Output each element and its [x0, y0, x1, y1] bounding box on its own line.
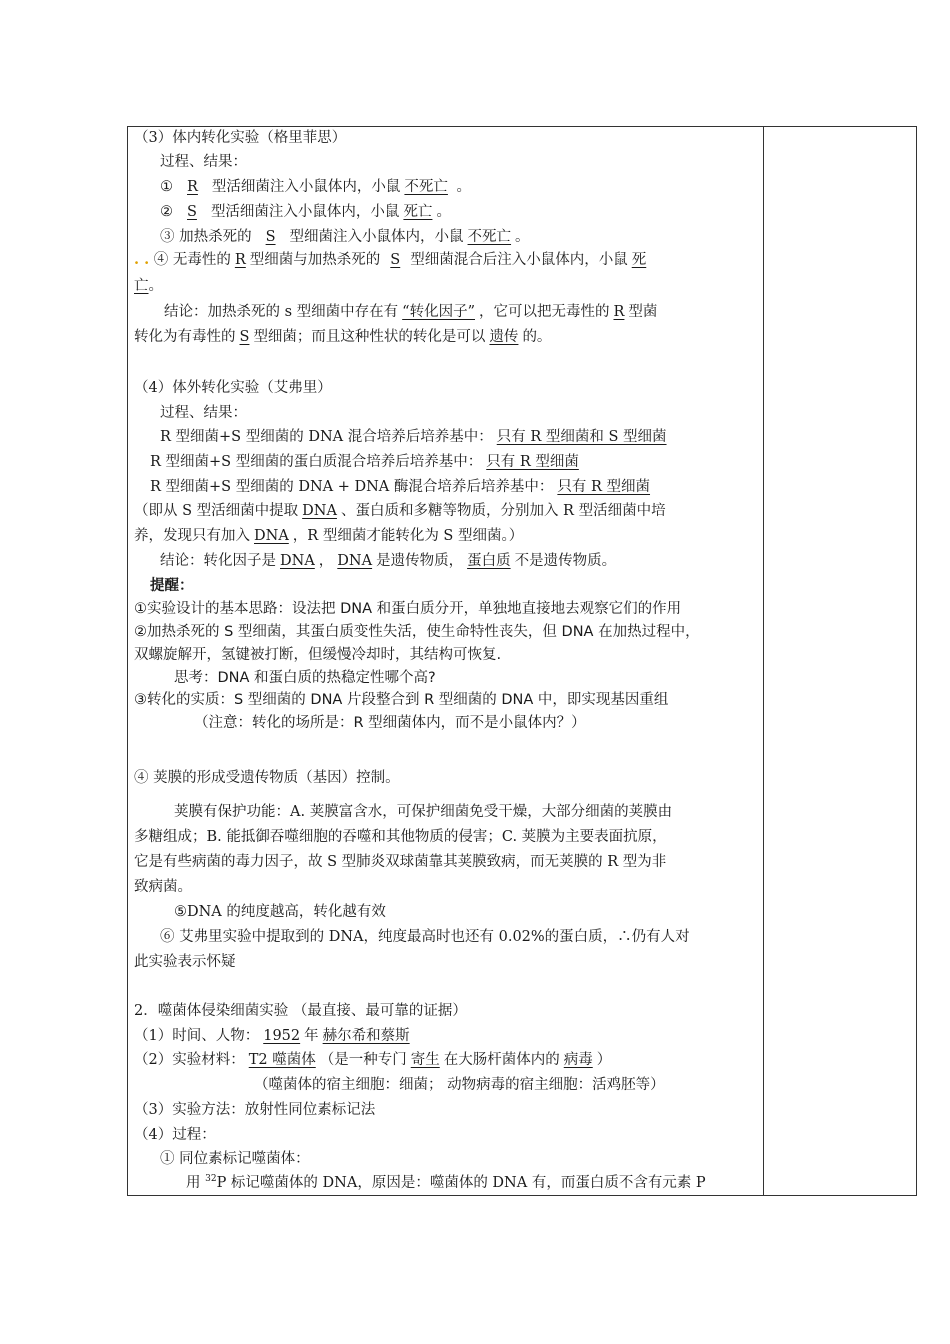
text: 的。 [522, 329, 552, 345]
blank-answer: S [187, 204, 197, 220]
phage-title: 2．噬菌体侵染细菌实验 （最直接、最可靠的证据） [134, 1003, 467, 1019]
text: 。 [148, 278, 163, 294]
text: ） [596, 1052, 612, 1068]
text: ② [160, 204, 173, 220]
bullet-dot: . . [134, 251, 150, 268]
blank-answer: 蛋白质 [467, 553, 511, 569]
text: R 型细菌+S 型细菌的蛋白质混合培养后培养基中： [150, 454, 483, 470]
capsule-desc-4: 致病菌。 [134, 879, 192, 895]
blank-answer: R [613, 304, 625, 320]
blank-answer: 只有 R 型细菌 [486, 454, 579, 470]
text: 。 [436, 204, 451, 220]
capsule-point-4: ④ 荚膜的形成受遗传物质（基因）控制。 [134, 770, 400, 786]
remind-note: （注意：转化的场所是：R 型细菌体内，而不是小鼠体内？） [194, 715, 586, 731]
column-divider [763, 126, 764, 1196]
blank-answer: 亡 [134, 278, 149, 294]
text: （1）时间、人物： [134, 1028, 260, 1044]
text: （2）实验材料： [134, 1052, 245, 1068]
blank-answer: DNA [280, 553, 315, 569]
result-line-1 [160, 177, 471, 197]
blank-answer: S [265, 229, 276, 245]
blank-answer: DNA [337, 553, 373, 569]
blank-answer: 只有 R 型细菌 [557, 479, 651, 495]
result-line-4-cont [134, 276, 163, 296]
phage-material [134, 1050, 611, 1070]
result-row-2 [150, 452, 583, 472]
blank-answer: 1952 [263, 1028, 301, 1044]
remind-think: 思考：DNA 和蛋白质的热稳定性哪个高? [174, 670, 436, 686]
text: ④ 无毒性的 [153, 252, 231, 268]
blank-answer: 不死亡 [404, 179, 448, 195]
text: 在大肠杆菌体内的 [443, 1052, 560, 1068]
note-line-1 [134, 501, 666, 521]
conclusion-line-1 [164, 302, 657, 322]
text: 型活细菌注入小鼠体内，小鼠 [211, 179, 401, 195]
remind-point-2a: ②加热杀死的 S 型细菌，其蛋白质变性失活，使生命特性丧失，但 DNA 在加热过程中， [134, 624, 700, 640]
blank-answer: DNA [302, 503, 337, 519]
phage-label-line [186, 1173, 706, 1193]
capsule-point-5: ⑤DNA 的纯度越高，转化越有效 [174, 904, 386, 920]
text: 年 [304, 1028, 319, 1044]
result-row-1 [160, 427, 671, 447]
section-4-process: 过程、结果： [160, 405, 247, 421]
blank-answer: DNA [254, 528, 289, 544]
capsule-desc-1: 荚膜有保护功能：A. 荚膜富含水，可保护细菌免受干燥，大部分细菌的荚膜由 [174, 804, 673, 820]
text: 型细菌；而且这种性状的转化是可以 [253, 329, 486, 345]
text: 、蛋白质和多糖等物质，分别加入 R 型活细菌中培 [340, 503, 666, 519]
text: ，R 型细菌才能转化为 S 型细菌。） [292, 528, 524, 544]
result-line-4 [134, 250, 650, 270]
text: ，它可以把无毒性的 [479, 304, 610, 320]
phage-host: （噬菌体的宿主细胞：细菌； 动物病毒的宿主细胞：活鸡胚等） [254, 1077, 665, 1093]
phage-time-people [134, 1026, 414, 1046]
section-4-title: （4）体外转化实验（艾弗里） [134, 380, 332, 396]
result-line-3 [160, 227, 530, 247]
text: 是遗传物质， [376, 553, 464, 569]
remind-point-1: ①实验设计的基本思路：设法把 DNA 和蛋白质分开，单独地直接地去观察它们的作用 [134, 601, 682, 617]
text: 。 [515, 229, 530, 245]
text: P 标记噬菌体的 DNA，原因是：噬菌体的 DNA 有，而蛋白质不含有元素 P [216, 1175, 706, 1191]
isotope-superscript: 32 [205, 1174, 217, 1185]
text: 型细菌注入小鼠体内，小鼠 [289, 229, 464, 245]
result-line-2 [160, 202, 451, 222]
conclusion-line-2 [134, 327, 551, 347]
blank-answer: 赫尔希和蔡斯 [322, 1028, 410, 1044]
text: （即从 S 型活细菌中提取 [134, 503, 299, 519]
text: ③ 加热杀死的 [160, 229, 252, 245]
capsule-desc-2: 多糖组成；B. 能抵御吞噬细胞的吞噬和其他物质的侵害；C. 荚膜为主要表面抗原， [134, 829, 667, 845]
text: 型细菌与加热杀死的 [249, 252, 381, 268]
blank-answer: 不死亡 [467, 229, 512, 245]
phage-step-1: ① 同位素标记噬菌体： [160, 1151, 310, 1167]
note-line-2 [134, 526, 523, 546]
blank-answer: “转化因子” [402, 304, 475, 320]
text: 转化为有毒性的 [134, 329, 236, 345]
remind-point-3: ③转化的实质：S 型细菌的 DNA 片段整合到 R 型细菌的 DNA 中，即实现基因重组 [134, 692, 669, 708]
text: 结论：加热杀死的 s 型细菌中存在有 [164, 304, 399, 320]
text: R 型细菌+S 型细菌的 DNA + DNA 酶混合培养后培养基中： [150, 479, 554, 495]
text: 结论：转化因子是 [160, 553, 276, 569]
section-3-title: （3）体内转化实验（格里菲思） [134, 130, 347, 146]
result-row-3 [150, 477, 654, 497]
blank-answer: 病毒 [563, 1052, 593, 1068]
text: ， [318, 553, 334, 569]
blank-answer: 死 [631, 252, 647, 268]
text: 。 [456, 179, 472, 195]
text: ① [160, 179, 173, 195]
phage-method: （3）实验方法：放射性同位素标记法 [134, 1102, 376, 1118]
text: （是一种专门 [319, 1052, 407, 1068]
text: 型活细菌注入小鼠体内，小鼠 [210, 204, 400, 220]
text: R 型细菌+S 型细菌的 DNA 混合培养后培养基中： [160, 429, 493, 445]
remind-title: 提醒： [150, 578, 194, 594]
blank-answer: S [390, 252, 401, 268]
blank-answer: 寄生 [410, 1052, 440, 1068]
blank-answer: 遗传 [489, 329, 519, 345]
text: 养，发现只有加入 [134, 528, 250, 544]
text: 型菌 [628, 304, 658, 320]
blank-answer: S [239, 329, 250, 345]
text: 型细菌混合后注入小鼠体内，小鼠 [410, 252, 628, 268]
remind-point-2b: 双螺旋解开，氢键被打断，但缓慢冷却时，其结构可恢复. [134, 647, 502, 663]
text: 不是遗传物质。 [514, 553, 617, 569]
capsule-point-6a: ⑥ 艾弗里实验中提取到的 DNA，纯度最高时也还有 0.02%的蛋白质，∴仍有人对 [160, 929, 690, 945]
blank-answer: 死亡 [403, 204, 433, 220]
text: 用 [186, 1175, 201, 1191]
blank-answer: R [187, 179, 198, 195]
blank-answer: T2 噬菌体 [248, 1052, 316, 1068]
blank-answer: 只有 R 型细菌和 S 型细菌 [496, 429, 667, 445]
section-3-process: 过程、结果： [160, 154, 247, 170]
blank-answer: R [234, 252, 246, 268]
capsule-desc-3: 它是有些病菌的毒力因子，故 S 型肺炎双球菌靠其荚膜致病，而无荚膜的 R 型为非 [134, 854, 667, 870]
phage-process: （4）过程： [134, 1127, 216, 1143]
section-4-conclusion [160, 551, 616, 571]
capsule-point-6b: 此实验表示怀疑 [134, 954, 236, 970]
